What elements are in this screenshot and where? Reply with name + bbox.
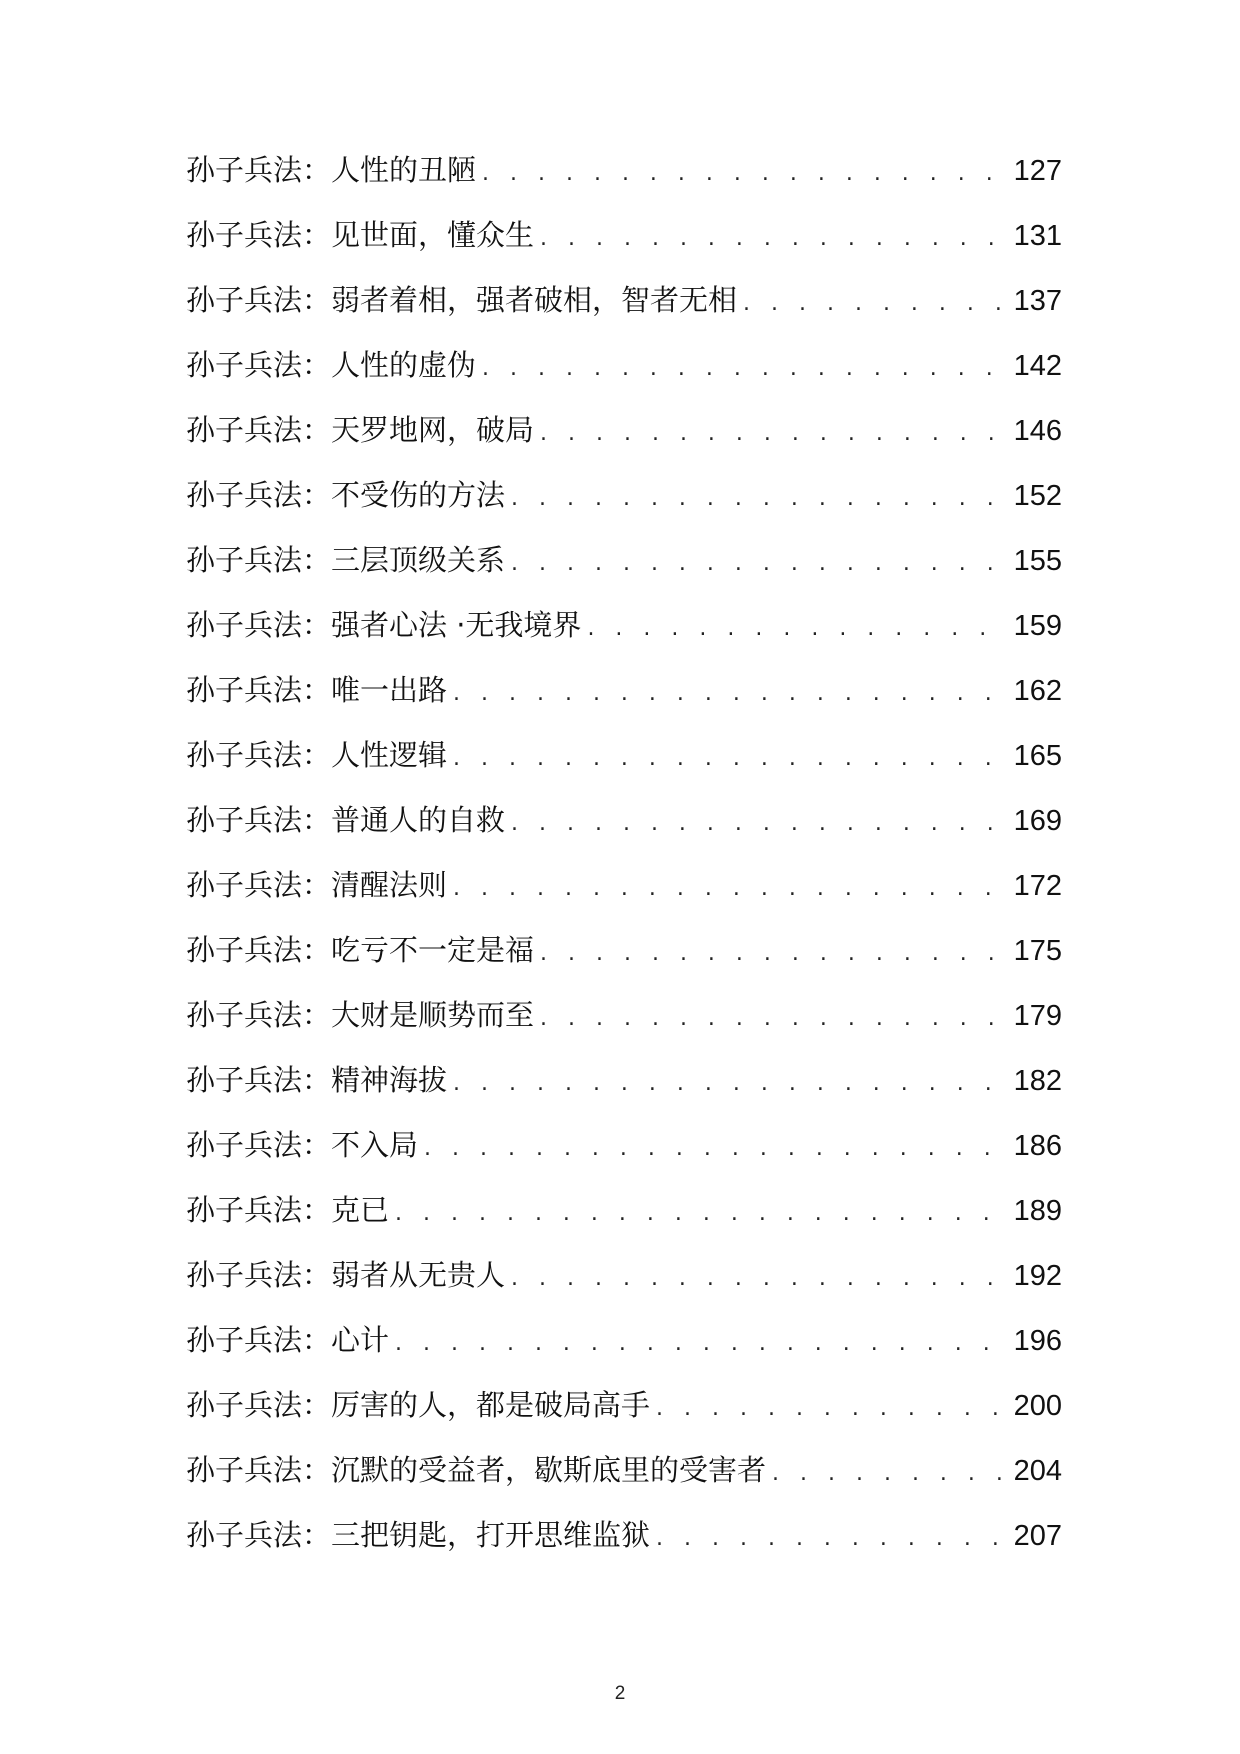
toc-entry-page: 152 xyxy=(1013,480,1062,512)
toc-entry-page: 162 xyxy=(1013,675,1062,707)
toc-entry[interactable] xyxy=(186,735,1062,800)
dot-leader xyxy=(482,349,1002,389)
dot-leader xyxy=(511,544,1002,584)
toc-entry[interactable] xyxy=(186,865,1062,930)
toc-entry-title: 孙子兵法：天罗地网，破局 xyxy=(186,413,535,447)
toc-entry-page: 207 xyxy=(1013,1520,1062,1552)
dot-leader xyxy=(453,739,1002,779)
toc-entry-page: 192 xyxy=(1013,1260,1062,1292)
toc-entry-page: 159 xyxy=(1013,610,1062,642)
toc-entry[interactable] xyxy=(186,800,1062,865)
toc-entry[interactable] xyxy=(186,1450,1062,1515)
toc-entry[interactable] xyxy=(186,930,1062,995)
toc-entry-title: 孙子兵法：见世面，懂众生 xyxy=(186,218,535,252)
toc-entry-page: 196 xyxy=(1013,1325,1062,1357)
toc-entry-page: 186 xyxy=(1013,1130,1062,1162)
toc-entry-page: 175 xyxy=(1013,935,1062,967)
toc-entry-page: 155 xyxy=(1013,545,1062,577)
toc-entry-title: 孙子兵法：不受伤的方法 xyxy=(186,478,506,512)
toc-entry-title: 孙子兵法：三层顶级关系 xyxy=(186,543,506,577)
toc-entry-title: 孙子兵法：弱者着相，强者破相，智者无相 xyxy=(186,283,738,317)
toc-entry-title: 孙子兵法：心计 xyxy=(186,1323,390,1357)
page-number: 2 xyxy=(614,1683,626,1704)
toc-entry-page: 172 xyxy=(1013,870,1062,902)
dot-leader xyxy=(482,154,1002,194)
dot-leader xyxy=(587,609,1002,649)
toc-entry-title: 孙子兵法：吃亏不一定是福 xyxy=(186,933,535,967)
toc-entry-page: 179 xyxy=(1013,1000,1062,1032)
toc-entry[interactable] xyxy=(186,1255,1062,1320)
toc-entry-title: 孙子兵法：厉害的人，都是破局高手 xyxy=(186,1388,651,1422)
toc-entry[interactable] xyxy=(186,280,1062,345)
toc-entry-title: 孙子兵法：人性逻辑 xyxy=(186,738,448,772)
dot-leader xyxy=(395,1324,1002,1364)
toc-entry-page: 137 xyxy=(1013,285,1062,317)
toc-entry-page: 127 xyxy=(1013,155,1062,187)
toc-entry[interactable] xyxy=(186,150,1062,215)
toc-entry[interactable] xyxy=(186,1125,1062,1190)
toc-entry-title: 孙子兵法：精神海拔 xyxy=(186,1063,448,1097)
toc-entry-page: 169 xyxy=(1013,805,1062,837)
dot-leader xyxy=(511,1259,1002,1299)
dot-leader xyxy=(656,1519,1002,1559)
toc-entry-title: 孙子兵法：人性的丑陋 xyxy=(186,153,477,187)
toc-entry[interactable] xyxy=(186,1320,1062,1385)
toc-entry[interactable] xyxy=(186,540,1062,605)
dot-leader xyxy=(511,479,1002,519)
dot-leader xyxy=(743,284,1002,324)
toc-entry[interactable] xyxy=(186,475,1062,540)
toc-entry-page: 200 xyxy=(1013,1390,1062,1422)
toc-entry-page: 142 xyxy=(1013,350,1062,382)
toc-entry[interactable] xyxy=(186,1060,1062,1125)
toc-entry-title: 孙子兵法：人性的虚伪 xyxy=(186,348,477,382)
toc-entry-title: 孙子兵法：清醒法则 xyxy=(186,868,448,902)
toc-entry-title: 孙子兵法：弱者从无贵人 xyxy=(186,1258,506,1292)
toc-entry[interactable] xyxy=(186,605,1062,670)
toc-entry[interactable] xyxy=(186,345,1062,410)
toc-entry[interactable] xyxy=(186,410,1062,475)
toc-entry[interactable] xyxy=(186,215,1062,280)
toc-entry-title: 孙子兵法：不入局 xyxy=(186,1128,419,1162)
toc-entry-page: 182 xyxy=(1013,1065,1062,1097)
dot-leader xyxy=(453,869,1002,909)
toc-entry-title: 孙子兵法：强者心法 ·无我境界 xyxy=(186,608,582,642)
dot-leader xyxy=(424,1129,1002,1169)
toc-entry-title: 孙子兵法：大财是顺势而至 xyxy=(186,998,535,1032)
toc-entry[interactable] xyxy=(186,1515,1062,1580)
toc-entry-title: 孙子兵法：普通人的自救 xyxy=(186,803,506,837)
toc-entry-page: 165 xyxy=(1013,740,1062,772)
dot-leader xyxy=(656,1389,1002,1429)
dot-leader xyxy=(453,674,1002,714)
toc-entry[interactable] xyxy=(186,670,1062,735)
toc-entry-title: 孙子兵法：三把钥匙，打开思维监狱 xyxy=(186,1518,651,1552)
dot-leader xyxy=(511,804,1002,844)
dot-leader xyxy=(540,414,1002,454)
toc-entry[interactable] xyxy=(186,1190,1062,1255)
dot-leader xyxy=(395,1194,1002,1234)
dot-leader xyxy=(453,1064,1002,1104)
toc-entry-title: 孙子兵法：沉默的受益者，歇斯底里的受害者 xyxy=(186,1453,767,1487)
toc-entry-page: 131 xyxy=(1013,220,1062,252)
dot-leader xyxy=(540,999,1002,1039)
toc-entry-title: 孙子兵法：克已 xyxy=(186,1193,390,1227)
toc-entry-title: 孙子兵法：唯一出路 xyxy=(186,673,448,707)
toc-entry-page: 204 xyxy=(1013,1455,1062,1487)
toc-entry-page: 146 xyxy=(1013,415,1062,447)
toc-entry-page: 189 xyxy=(1013,1195,1062,1227)
table-of-contents xyxy=(186,150,1062,1580)
dot-leader xyxy=(540,219,1002,259)
toc-entry[interactable] xyxy=(186,1385,1062,1450)
toc-entry[interactable] xyxy=(186,995,1062,1060)
dot-leader xyxy=(772,1454,1002,1494)
dot-leader xyxy=(540,934,1002,974)
